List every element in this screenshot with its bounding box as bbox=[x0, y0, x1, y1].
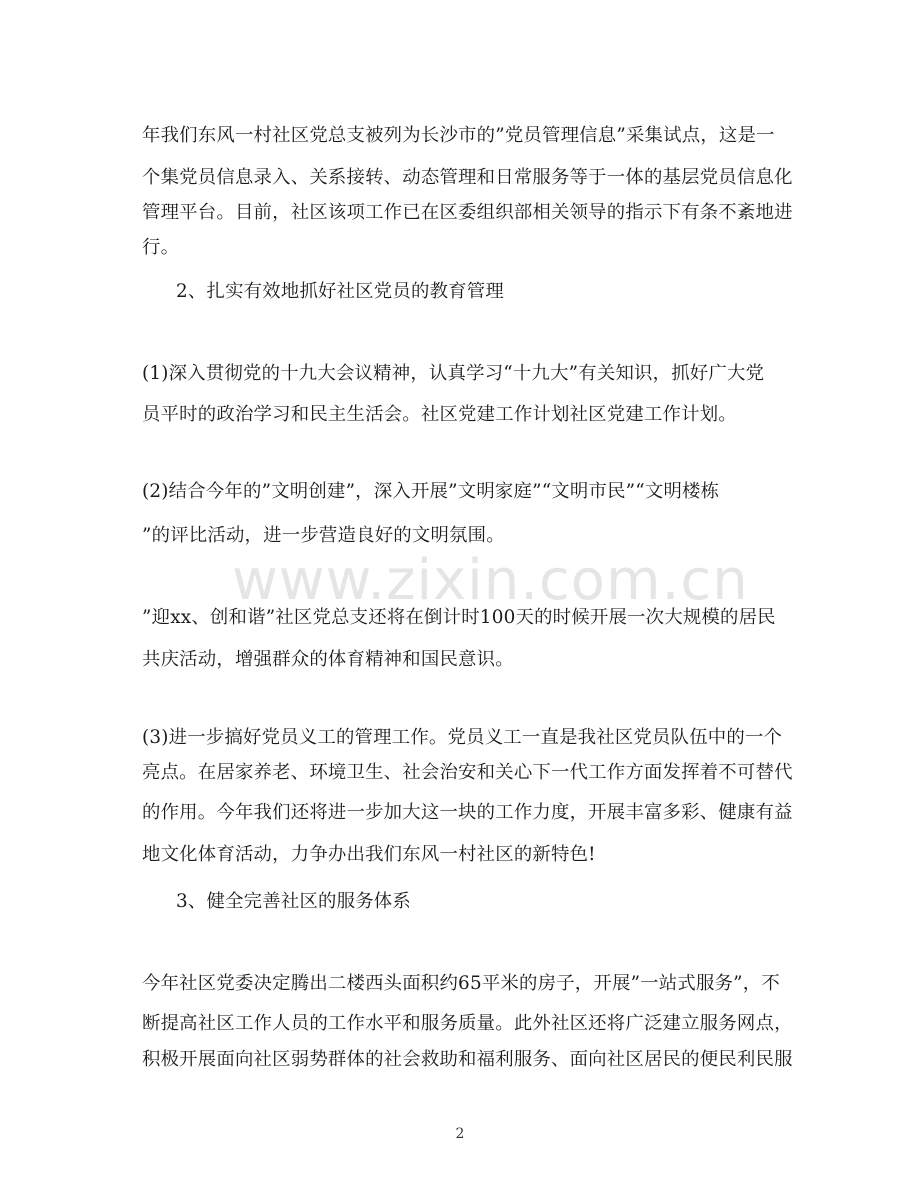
paragraph-line: 亮点。在居家养老、环境卫生、社会治安和关心下一代工作方面发挥着不可替代 bbox=[142, 762, 793, 783]
paragraph-line: ”迎xx、创和谐”社区党总支还将在倒计时100天的时候开展一次大规模的居民 bbox=[142, 607, 776, 628]
paragraph-line: 的作用。今年我们还将进一步加大这一块的工作力度，开展丰富多彩、健康有益 bbox=[142, 802, 793, 823]
paragraph-line: 积极开展面向社区弱势群体的社会救助和福利服务、面向社区居民的便民利民服 bbox=[142, 1049, 793, 1070]
section-heading: 2、扎实有效地抓好社区党员的教育管理 bbox=[176, 281, 504, 302]
paragraph-line: 共庆活动，增强群众的体育精神和国民意识。 bbox=[142, 649, 514, 670]
paragraph-line: 个集党员信息录入、关系接转、动态管理和日常服务等于一体的基层党员信息化 bbox=[142, 167, 793, 188]
paragraph-line: 断提高社区工作人员的工作水平和服务质量。此外社区还将广泛建立服务网点， bbox=[142, 1013, 793, 1034]
section-heading: 3、健全完善社区的服务体系 bbox=[176, 891, 411, 912]
watermark: www.zixin.com.cn bbox=[232, 548, 749, 613]
paragraph-line: 地文化体育活动，力争办出我们东风一村社区的新特色! bbox=[142, 844, 596, 865]
paragraph-line: 行。 bbox=[142, 237, 180, 258]
paragraph-line: ”的评比活动，进一步营造良好的文明氛围。 bbox=[142, 525, 505, 546]
paragraph-line: (1)深入贯彻党的十九大会议精神，认真学习“十九大”有关知识，抓好广大党 bbox=[142, 363, 765, 384]
paragraph-line: 管理平台。目前，社区该项工作已在区委组织部相关领导的指示下有条不紊地进 bbox=[142, 202, 793, 223]
paragraph-line: (2)结合今年的”文明创建”，深入开展”文明家庭”“文明市民”“文明楼栋 bbox=[142, 481, 720, 502]
paragraph-line: (3)进一步搞好党员义工的管理工作。党员义工一直是我社区党员队伍中的一个 bbox=[142, 727, 783, 748]
page-number: 2 bbox=[455, 1126, 465, 1142]
paragraph-line: 今年社区党委决定腾出二楼西头面积约65平米的房子，开展”一站式服务”，不 bbox=[142, 973, 780, 994]
paragraph-line: 员平时的政治学习和民主生活会。社区党建工作计划社区党建工作计划。 bbox=[142, 404, 737, 425]
paragraph-line: 年我们东风一村社区党总支被列为长沙市的”党员管理信息”采集试点，这是一 bbox=[142, 125, 775, 146]
